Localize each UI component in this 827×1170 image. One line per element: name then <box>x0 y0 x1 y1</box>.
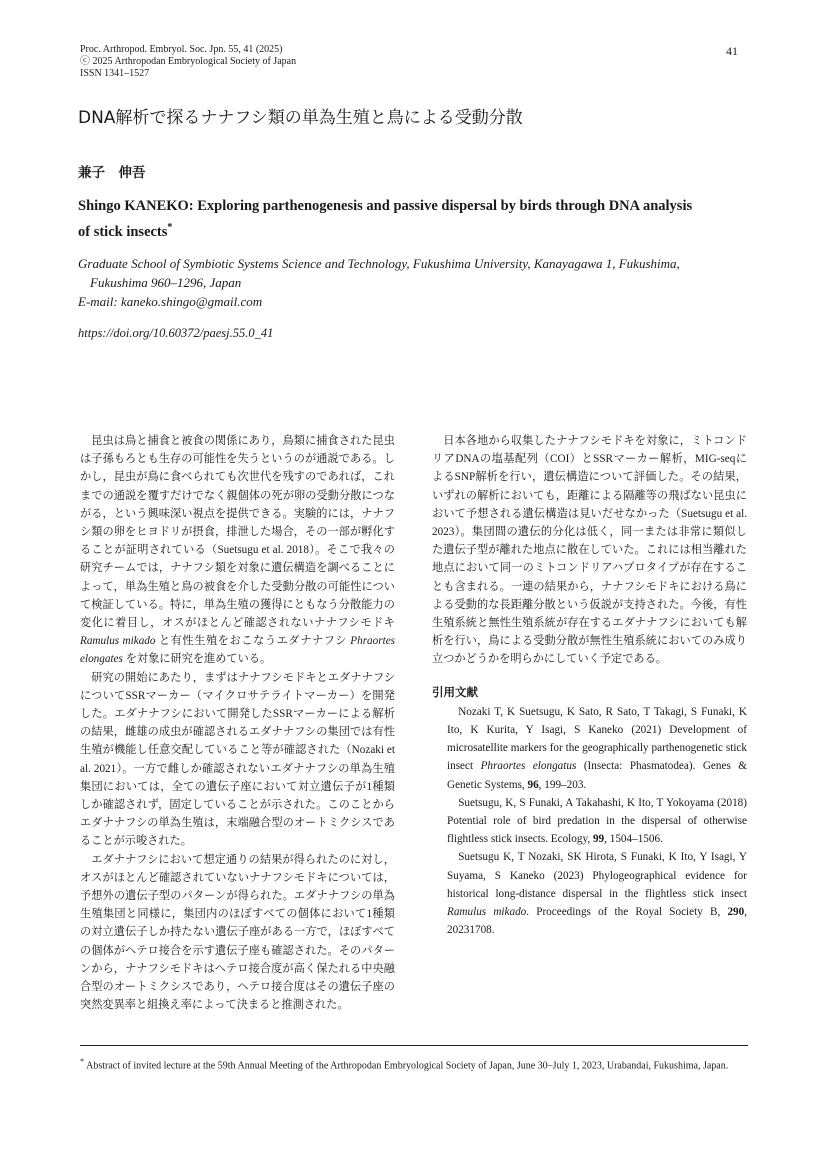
title-en-line2: of stick insects <box>78 223 168 240</box>
p1-text-c: を対象に研究を進めている。 <box>125 653 272 666</box>
ref1-text-c: , 199–203. <box>538 778 587 791</box>
p1-text-a: 昆虫は鳥と捕食と被食の関係にあり，鳥類に捕食された昆虫は子孫もろとも生存の可能性を失うというのが通説である。しかし，昆虫が鳥に食べられても次世代を残すのであれば，これまでの通説を覆すだけでなく親個体の死が卵の受動分散につながる，という興味深い視点を提供できる。実験的には，ナナフシ類の卵をヒヨドリが摂食，排泄した場合，その一部が孵化することが証明されている（Suetsugu et al. 2018）。そこで我々の研究チームでは，ナナフシ類を対象に遺伝構造を調べることによって，単為生殖と鳥の被食を介した受動分散の可能性について検証している。特に，単為生殖の獲得にともなう分散能力の変化に着目し，オスがほとんど確認されないナナフシモドキ <box>80 435 395 630</box>
title-en-line1: Shingo KANEKO: Exploring parthenogenesis and passive dispersal by birds through DNA analysis <box>78 198 693 214</box>
species-name: Phraortes elongatus <box>480 760 577 773</box>
body-paragraph-4: 日本各地から収集したナナフシモドキを対象に，ミトコンドリアDNAの塩基配列（COI）とSSRマーカー解析，MIG-seqによるSNP解析を行い，遺伝構造について評価した。その結果，いずれの解析においても，距離による隔離等の飛ばない昆虫において予想される遺伝構造は見いだせなかった（Suetsugu et al. 2023）。集団間の遺伝的分化は低く，同一または非常に類似した遺伝子型が離れた地点に散在していた。これには相当離れた地点において同一のミトコンドリアハプロタイプが存在することも含まれる。一連の結果から，ナナフシモドキにおける鳥による受動的な長距離分散という仮説が支持された。今後，有性生殖系統と無性生殖系統が存在するエダナナフシにおいても解析を行い，鳥による受動分散が無性生殖系統においてのみ成り立つかどうかを明らかにしていく予定である。 <box>432 435 747 666</box>
species-name: Phraortes elongates <box>80 635 396 666</box>
references-heading: 引用文献 <box>432 684 478 699</box>
page-number: 41 <box>726 44 738 58</box>
footnote-text: Abstract of invited lecture at the 59th Annual Meeting of the Arthropodan Embryological Society of Japan, June 30–July 1, 2023, Urabandai, Fukushima, Japan. <box>86 1060 729 1072</box>
ref3-text-a: Suetsugu K, T Nozaki, SK Hirota, S Funaki, K Ito, Y Isagi, Y Suyama, S Kaneko (2023) Phylogeographical evidence for historical long-distance dispersal in the flightless stick insect <box>447 851 747 900</box>
journal-info <box>80 44 296 80</box>
reference-item <box>432 703 747 794</box>
article-title-ja: DNA解析で探るナナフシ類の単為生殖と鳥による受動分散 <box>78 108 523 128</box>
footnote-mark: * <box>80 1057 85 1066</box>
author-name-ja: 兼子 伸吾 <box>78 165 146 181</box>
issn-line: ISSN 1341–1527 <box>80 68 150 79</box>
ref2-text-a: Suetsugu, K, S Funaki, A Takahashi, K Ito, T Yokoyama (2018) Potential role of bird predation in the dispersal of otherwise flightless stick insects. Ecology, <box>447 796 747 846</box>
body-column-right <box>432 432 747 939</box>
reference-item <box>432 794 747 849</box>
species-name: Ramulus mikado <box>80 635 156 648</box>
p1-text-b: と有性生殖をおこなうエダナナフシ <box>158 635 347 648</box>
article-title-en <box>78 196 718 243</box>
footnote-divider <box>80 1045 748 1046</box>
footnote <box>80 1054 748 1073</box>
affiliation-line2: Fukushima 960–1296, Japan <box>90 275 242 290</box>
ref2-text-c: , 1504–1506. <box>604 833 663 846</box>
body-paragraph-2: 研究の開始にあたり，まずはナナフシモドキとエダナナフシについてSSRマーカー（マイクロサテライトマーカー）を開発した。エダナナフシにおいて開発したSSRマーカーによる解析の結果，雌雄の成虫が確認されるエダナナフシの集団では有性生殖が機能し任意交配していること等が確認された（Nozaki et al. 2021）。一方で雌しか確認されないエダナナフシの単為生殖集団においては，全ての遺伝子座において対立遺伝子が1種類しか確認されず，固定していることが示された。このことからエダナナフシの単為生殖は，末端融合型のオートミクシスであることが示唆された。 <box>80 671 395 848</box>
ref1-text-a: Nozaki T, K Suetsugu, K Sato, R Sato, T Takagi, S Funaki, K Ito, K Kurita, Y Isagi, S Kaneko (2021) Development of microsatellite markers for the geographically parthenogenetic stick insect <box>447 705 747 773</box>
species-name: Ramulus mikado <box>447 906 527 919</box>
copyright-line: ⓒ 2025 Arthropodan Embryological Society of Japan <box>80 56 297 67</box>
footnote-marker: * <box>167 222 173 233</box>
body-paragraph-1 <box>80 432 395 669</box>
email-line: E-mail: kaneko.shingo@gmail.com <box>78 294 263 309</box>
volume: 99 <box>592 833 605 846</box>
volume: 290 <box>727 906 745 919</box>
ref1-text-b: (Insecta: Phasmatodea). Genes & Genetic Systems, <box>447 760 747 791</box>
affiliation <box>78 254 738 311</box>
ref3-text-b: . Proceedings of the Royal Society B, <box>526 906 721 919</box>
affiliation-line1: Graduate School of Symbiotic Systems Science and Technology, Fukushima University, Kanayagawa 1, Fukushima, <box>78 256 680 271</box>
doi-link[interactable]: https://doi.org/10.60372/paesj.55.0_41 <box>78 326 274 340</box>
journal-citation: Proc. Arthropod. Embryol. Soc. Jpn. 55, 41 (2025) <box>80 44 283 55</box>
body-paragraph-3: エダナナフシにおいて想定通りの結果が得られたのに対し，オスがほとんど確認されていないナナフシモドキについては，予想外の遺伝子型のパターンが得られた。エダナナフシの単為生殖集団と同様に，集団内のほぼすべての個体において1種類の対立遺伝子しか持たない遺伝子座がある一方で，ほぼすべての個体がヘテロ接合を示す遺伝子座も確認された。そのパターンから，ナナフシモドキはヘテロ接合度が高く保たれる中央融合型のオートミクシスであり，ヘテロ接合度はその遺伝子座の突然変異率と組換え率によって決まると推測された。 <box>80 853 395 1012</box>
ref3-text-c: , 20231708. <box>447 906 748 937</box>
volume: 96 <box>527 778 539 791</box>
body-column-left <box>80 432 395 1015</box>
reference-item <box>432 848 747 939</box>
